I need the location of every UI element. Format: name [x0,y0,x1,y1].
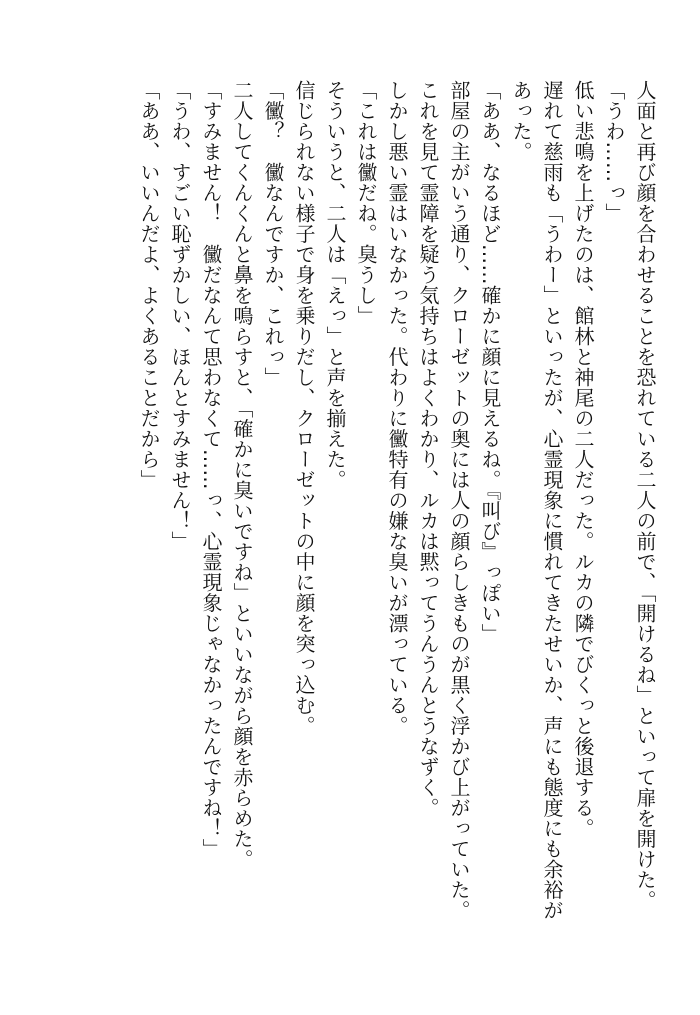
text-line: 「うわ……っ」 [602,80,626,224]
text-line: 「黴？ 黴なんですか、これっ」 [261,80,285,388]
text-line: 「ああ、いいんだよ、よくあることだから」 [137,80,161,490]
text-line: 人面と再び顔を合わせることを恐れている二人の前で、「開けるね」といって扉を開けた。 [633,80,657,911]
text-line: 部屋の主がいう通り、クローゼットの奥には人の顔らしきものが黒く浮かび上がっていた。 [447,80,471,921]
vertical-text-body [32,80,660,955]
text-line: 二人してくんくんと鼻を鳴らすと、「確かに臭いですね」といいながら顔を赤らめた。 [230,80,254,870]
text-line: あった。 [509,80,533,162]
text-line: 低い悲鳴を上げたのは、館林と神尾の二人だった。ルカの隣でびくっと後退する。 [571,80,595,839]
text-line: 「ああ、なるほど……確かに顔に見えるね。『叫び』っぽい」 [478,80,502,644]
text-line: 「うわ、すごい恥ずかしい、ほんとすみません！」 [168,80,192,552]
text-line: 「すみません！ 黴だなんて思わなくて……っ、心霊現象じゃなかったんですね！」 [199,80,223,859]
text-line: 信じられない様子で身を乗りだし、クローゼットの中に顔を突っ込む。 [292,80,316,736]
text-line: そういうと、二人は「えっ」と声を揃えた。 [323,80,347,490]
text-line: 「これは黴だね。臭うし」 [354,80,378,326]
text-line: しかし悪い霊はいなかった。代わりに黴特有の嫌な臭いが漂っている。 [385,80,409,736]
text-line: これを見て霊障を疑う気持ちはよくわかり、ルカは黙ってうんうんとうなずく。 [416,80,440,818]
text-line: 遅れて慈雨も「うわー」といったが、心霊現象に慣れてきたせいか、声にも態度にも余裕が [540,80,564,921]
